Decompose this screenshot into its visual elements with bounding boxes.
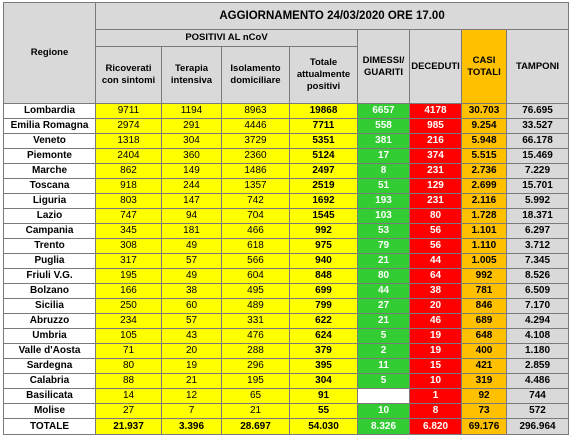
deceduti-cell: 38 (410, 284, 462, 299)
deceduti-cell: 56 (410, 239, 462, 254)
dimessi-cell: 103 (358, 209, 410, 224)
totale-positivi-cell: 19868 (290, 104, 358, 119)
deceduti-cell: 231 (410, 194, 462, 209)
dimessi-cell: 51 (358, 179, 410, 194)
region-cell: Molise (4, 404, 96, 419)
dimessi-cell: 558 (358, 119, 410, 134)
region-cell: Liguria (4, 194, 96, 209)
region-cell: Emilia Romagna (4, 119, 96, 134)
deceduti-cell: 44 (410, 254, 462, 269)
tamponi-cell: 15.701 (507, 179, 569, 194)
ricoverati-cell: 317 (96, 254, 162, 269)
deceduti-cell: 985 (410, 119, 462, 134)
tamponi-cell: 3.712 (507, 239, 569, 254)
region-cell: Campania (4, 224, 96, 239)
terapia-cell: 291 (162, 119, 222, 134)
terapia-cell: 244 (162, 179, 222, 194)
tamponi-cell: 76.695 (507, 104, 569, 119)
total-dimessi-cell: 8.326 (358, 419, 410, 435)
terapia-cell: 57 (162, 254, 222, 269)
totale-positivi-cell: 2497 (290, 164, 358, 179)
deceduti-cell: 129 (410, 179, 462, 194)
positivi-header: POSITIVI AL nCoV (96, 30, 358, 47)
casi-totali-cell: 781 (462, 284, 507, 299)
total-deceduti-cell: 6.820 (410, 419, 462, 435)
isolamento-cell: 466 (222, 224, 290, 239)
terapia-cell: 19 (162, 359, 222, 374)
terapia-cell: 360 (162, 149, 222, 164)
table-row (4, 389, 569, 404)
ricoverati-cell: 250 (96, 299, 162, 314)
region-cell: Toscana (4, 179, 96, 194)
totale-positivi-cell: 1545 (290, 209, 358, 224)
isolamento-cell: 566 (222, 254, 290, 269)
isolamento-cell: 3729 (222, 134, 290, 149)
casi-totali-cell: 846 (462, 299, 507, 314)
table-row (4, 149, 569, 164)
region-cell: Marche (4, 164, 96, 179)
casi-totali-cell: 400 (462, 344, 507, 359)
isolamento-cell: 288 (222, 344, 290, 359)
table-row (4, 344, 569, 359)
terapia-cell: 149 (162, 164, 222, 179)
isolamento-cell: 618 (222, 239, 290, 254)
dimessi-cell: 10 (358, 404, 410, 419)
region-cell: Calabria (4, 374, 96, 389)
ricoverati-cell: 80 (96, 359, 162, 374)
tamponi-cell: 15.469 (507, 149, 569, 164)
totale-positivi-cell: 5124 (290, 149, 358, 164)
region-cell: Friuli V.G. (4, 269, 96, 284)
ricoverati-cell: 747 (96, 209, 162, 224)
deceduti-cell: 10 (410, 374, 462, 389)
ricoverati-cell: 88 (96, 374, 162, 389)
terapia-cell: 20 (162, 344, 222, 359)
isolamento-cell: 2360 (222, 149, 290, 164)
ricoverati-cell: 195 (96, 269, 162, 284)
terapia-cell: 181 (162, 224, 222, 239)
totale-positivi-cell: 55 (290, 404, 358, 419)
tamponi-cell: 6.509 (507, 284, 569, 299)
totale-positivi-cell: 848 (290, 269, 358, 284)
tamponi-cell: 7.345 (507, 254, 569, 269)
tamponi-cell: 4.108 (507, 329, 569, 344)
totale-positivi-cell: 975 (290, 239, 358, 254)
total-region-cell: TOTALE (4, 419, 96, 435)
total-terapia-cell: 3.396 (162, 419, 222, 435)
casi-totali-cell: 30.703 (462, 104, 507, 119)
deceduti-cell: 216 (410, 134, 462, 149)
table-row (4, 254, 569, 269)
table-body (4, 104, 569, 435)
region-cell: Lombardia (4, 104, 96, 119)
totale-positivi-cell: 992 (290, 224, 358, 239)
casi-totali-cell: 1.005 (462, 254, 507, 269)
isolamento-cell: 1486 (222, 164, 290, 179)
ricoverati-cell: 308 (96, 239, 162, 254)
region-cell: Trento (4, 239, 96, 254)
dimessi-cell: 5 (358, 374, 410, 389)
deceduti-cell: 374 (410, 149, 462, 164)
terapia-cell: 60 (162, 299, 222, 314)
ricoverati-cell: 345 (96, 224, 162, 239)
totale-positivi-cell: 1692 (290, 194, 358, 209)
ricoverati-cell: 918 (96, 179, 162, 194)
table-title: AGGIORNAMENTO 24/03/2020 ORE 17.00 (96, 3, 569, 30)
ricoverati-cell: 234 (96, 314, 162, 329)
isolamento-cell: 8963 (222, 104, 290, 119)
isolamento-cell: 489 (222, 299, 290, 314)
total-ricoverati-cell: 21.937 (96, 419, 162, 435)
dimessi-cell: 80 (358, 269, 410, 284)
terapia-cell: 57 (162, 314, 222, 329)
covid-regional-table (3, 2, 569, 435)
casi-totali-cell: 2.736 (462, 164, 507, 179)
casi-totali-cell: 5.948 (462, 134, 507, 149)
table-row (4, 224, 569, 239)
tamponi-cell: 8.526 (507, 269, 569, 284)
tamponi-cell: 33.527 (507, 119, 569, 134)
table-row (4, 359, 569, 374)
deceduti-header: DECEDUTI (410, 30, 462, 104)
dimessi-cell (358, 389, 410, 404)
casi-totali-cell: 9.254 (462, 119, 507, 134)
casi-totali-cell: 992 (462, 269, 507, 284)
terapia-header: Terapia intensiva (162, 47, 222, 104)
table-row (4, 164, 569, 179)
totale-positivi-cell: 379 (290, 344, 358, 359)
tamponi-cell: 2.859 (507, 359, 569, 374)
region-cell: Umbria (4, 329, 96, 344)
casi-totali-cell: 1.101 (462, 224, 507, 239)
terapia-cell: 304 (162, 134, 222, 149)
ricoverati-cell: 14 (96, 389, 162, 404)
ricoverati-cell: 105 (96, 329, 162, 344)
totale-positivi-cell: 7711 (290, 119, 358, 134)
table-row (4, 104, 569, 119)
ricoverati-cell: 71 (96, 344, 162, 359)
totale-positivi-cell: 2519 (290, 179, 358, 194)
totale-positivi-cell: 395 (290, 359, 358, 374)
terapia-cell: 49 (162, 239, 222, 254)
terapia-cell: 7 (162, 404, 222, 419)
tamponi-cell: 18.371 (507, 209, 569, 224)
ricoverati-cell: 803 (96, 194, 162, 209)
dimessi-cell: 2 (358, 344, 410, 359)
casi-totali-cell: 648 (462, 329, 507, 344)
casi-totali-cell: 319 (462, 374, 507, 389)
terapia-cell: 94 (162, 209, 222, 224)
deceduti-cell: 19 (410, 344, 462, 359)
table-row (4, 404, 569, 419)
terapia-cell: 21 (162, 374, 222, 389)
isolamento-cell: 21 (222, 404, 290, 419)
casi-totali-header: CASI TOTALI (462, 30, 507, 104)
totals-row (4, 419, 569, 435)
dimessi-cell: 21 (358, 254, 410, 269)
terapia-cell: 38 (162, 284, 222, 299)
region-cell: Basilicata (4, 389, 96, 404)
tamponi-cell: 5.992 (507, 194, 569, 209)
dimessi-cell: 17 (358, 149, 410, 164)
deceduti-cell: 64 (410, 269, 462, 284)
deceduti-cell: 80 (410, 209, 462, 224)
isolamento-cell: 296 (222, 359, 290, 374)
ricoverati-header: Ricoverati con sintomi (96, 47, 162, 104)
casi-totali-cell: 73 (462, 404, 507, 419)
totale-positivi-cell: 91 (290, 389, 358, 404)
deceduti-cell: 1 (410, 389, 462, 404)
terapia-cell: 1194 (162, 104, 222, 119)
dimessi-cell: 5 (358, 329, 410, 344)
ricoverati-cell: 27 (96, 404, 162, 419)
region-cell: Sicilia (4, 299, 96, 314)
table-row (4, 179, 569, 194)
dimessi-cell: 27 (358, 299, 410, 314)
table-row (4, 134, 569, 149)
ricoverati-cell: 2974 (96, 119, 162, 134)
total-casi-totali-cell: 69.176 (462, 419, 507, 435)
casi-totali-cell: 5.515 (462, 149, 507, 164)
table-row (4, 194, 569, 209)
table-row (4, 239, 569, 254)
table-row (4, 269, 569, 284)
table-row (4, 209, 569, 224)
region-header: Regione (4, 3, 96, 104)
deceduti-cell: 20 (410, 299, 462, 314)
deceduti-cell: 8 (410, 404, 462, 419)
casi-totali-cell: 1.728 (462, 209, 507, 224)
dimessi-cell: 11 (358, 359, 410, 374)
table-row (4, 284, 569, 299)
casi-totali-cell: 1.110 (462, 239, 507, 254)
totale-positivi-cell: 940 (290, 254, 358, 269)
dimessi-cell: 8 (358, 164, 410, 179)
tamponi-cell: 1.180 (507, 344, 569, 359)
tamponi-cell: 7.170 (507, 299, 569, 314)
isolamento-cell: 476 (222, 329, 290, 344)
region-cell: Sardegna (4, 359, 96, 374)
isolamento-cell: 1357 (222, 179, 290, 194)
dimessi-cell: 6657 (358, 104, 410, 119)
region-cell: Puglia (4, 254, 96, 269)
region-cell: Piemonte (4, 149, 96, 164)
total-tamponi-cell: 296.964 (507, 419, 569, 435)
isolamento-cell: 331 (222, 314, 290, 329)
ricoverati-cell: 2404 (96, 149, 162, 164)
isolamento-cell: 195 (222, 374, 290, 389)
casi-totali-cell: 92 (462, 389, 507, 404)
tamponi-cell: 4.294 (507, 314, 569, 329)
isolamento-header: Isolamento domiciliare (222, 47, 290, 104)
isolamento-cell: 495 (222, 284, 290, 299)
region-cell: Valle d'Aosta (4, 344, 96, 359)
totale-positivi-cell: 622 (290, 314, 358, 329)
totale-positivi-cell: 624 (290, 329, 358, 344)
isolamento-cell: 65 (222, 389, 290, 404)
region-cell: Bolzano (4, 284, 96, 299)
isolamento-cell: 4446 (222, 119, 290, 134)
table-row (4, 119, 569, 134)
total-isolamento-cell: 28.697 (222, 419, 290, 435)
tamponi-cell: 744 (507, 389, 569, 404)
terapia-cell: 43 (162, 329, 222, 344)
totale-positivi-cell: 5351 (290, 134, 358, 149)
deceduti-cell: 56 (410, 224, 462, 239)
tamponi-cell: 66.178 (507, 134, 569, 149)
terapia-cell: 147 (162, 194, 222, 209)
ricoverati-cell: 166 (96, 284, 162, 299)
deceduti-cell: 15 (410, 359, 462, 374)
dimessi-cell: 21 (358, 314, 410, 329)
dimessi-cell: 44 (358, 284, 410, 299)
tamponi-cell: 6.297 (507, 224, 569, 239)
table-row (4, 314, 569, 329)
deceduti-cell: 4178 (410, 104, 462, 119)
tamponi-cell: 572 (507, 404, 569, 419)
dimessi-header: DIMESSI/ GUARITI (358, 30, 410, 104)
totale-positivi-cell: 304 (290, 374, 358, 389)
dimessi-cell: 53 (358, 224, 410, 239)
deceduti-cell: 231 (410, 164, 462, 179)
table-row (4, 329, 569, 344)
ricoverati-cell: 9711 (96, 104, 162, 119)
isolamento-cell: 742 (222, 194, 290, 209)
terapia-cell: 12 (162, 389, 222, 404)
ricoverati-cell: 862 (96, 164, 162, 179)
totale-positivi-cell: 799 (290, 299, 358, 314)
region-cell: Veneto (4, 134, 96, 149)
dimessi-cell: 193 (358, 194, 410, 209)
totale-positivi-header: Totale attualmente positivi (290, 47, 358, 104)
tamponi-header: TAMPONI (507, 30, 569, 104)
isolamento-cell: 704 (222, 209, 290, 224)
totale-positivi-cell: 699 (290, 284, 358, 299)
casi-totali-cell: 689 (462, 314, 507, 329)
isolamento-cell: 604 (222, 269, 290, 284)
tamponi-cell: 4.486 (507, 374, 569, 389)
total-totale-positivi-cell: 54.030 (290, 419, 358, 435)
table-row (4, 374, 569, 389)
tamponi-cell: 7.229 (507, 164, 569, 179)
casi-totali-cell: 2.116 (462, 194, 507, 209)
casi-totali-cell: 421 (462, 359, 507, 374)
dimessi-cell: 381 (358, 134, 410, 149)
casi-totali-cell: 2.699 (462, 179, 507, 194)
deceduti-cell: 46 (410, 314, 462, 329)
ricoverati-cell: 1318 (96, 134, 162, 149)
table-row (4, 299, 569, 314)
region-cell: Abruzzo (4, 314, 96, 329)
terapia-cell: 49 (162, 269, 222, 284)
deceduti-cell: 19 (410, 329, 462, 344)
region-cell: Lazio (4, 209, 96, 224)
dimessi-cell: 79 (358, 239, 410, 254)
